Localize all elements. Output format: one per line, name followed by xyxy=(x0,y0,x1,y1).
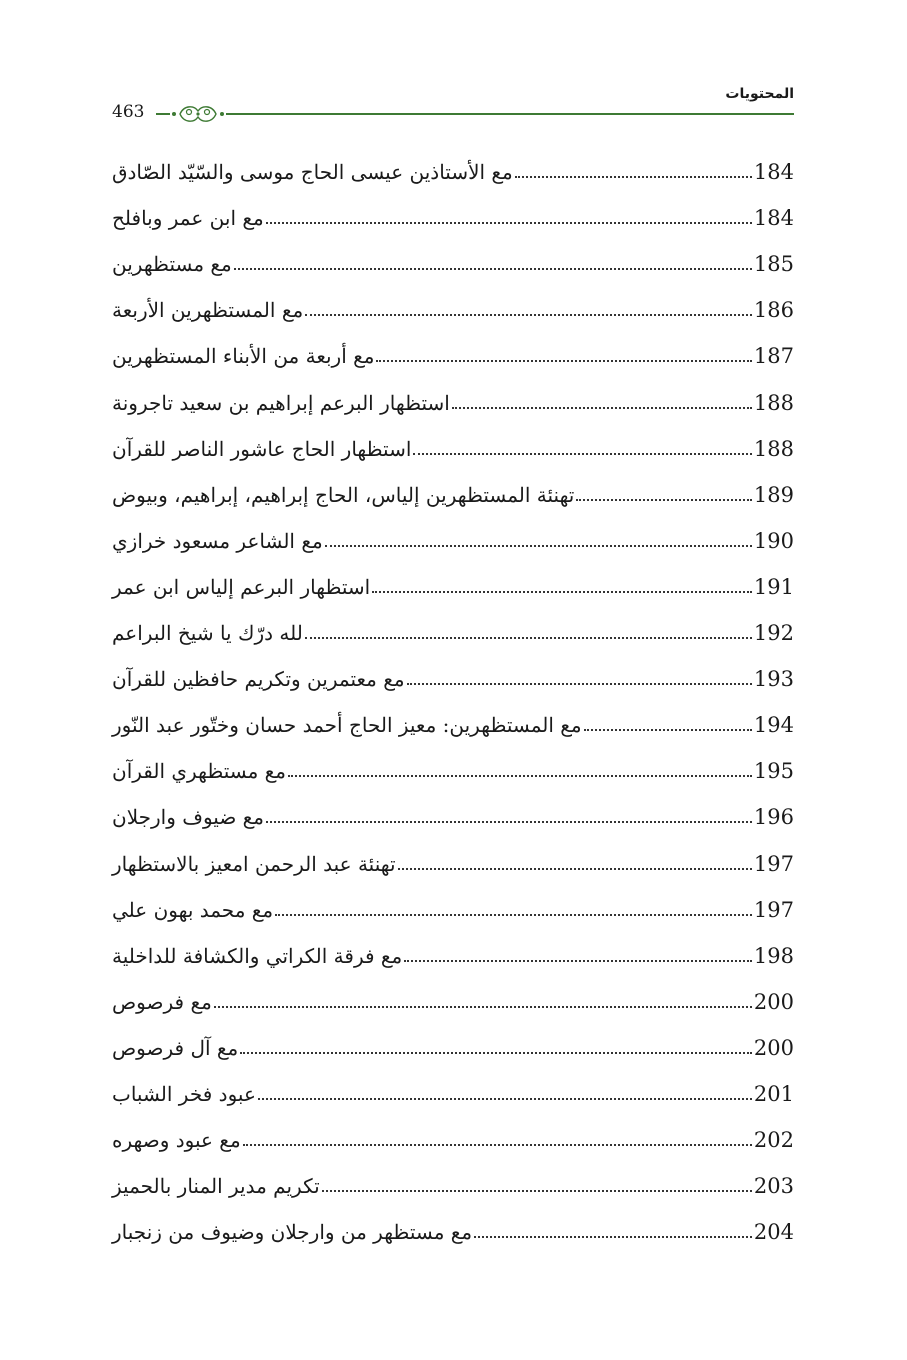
toc-entry-title: مع الأستاذين عيسى الحاج موسى والسّيّد الصّادق xyxy=(112,160,513,185)
toc-entry xyxy=(112,924,794,970)
dot-leader xyxy=(305,314,752,316)
toc-entry-title: استظهار البرعم إبراهيم بن سعيد تاجرونة xyxy=(112,390,450,415)
toc-entry-page: 192 xyxy=(753,621,794,646)
toc-entry xyxy=(112,785,794,831)
toc-entry xyxy=(112,739,794,785)
dot-leader xyxy=(584,729,752,731)
toc-entry xyxy=(112,463,794,509)
toc-entry xyxy=(112,1062,794,1108)
dot-leader xyxy=(305,637,752,639)
dot-leader xyxy=(515,176,752,178)
toc-entry-page: 184 xyxy=(753,160,794,185)
toc-entry-page: 200 xyxy=(753,989,794,1014)
toc-entry-title: مع المستظهرين الأربعة xyxy=(112,298,304,323)
toc-entry-title: مع محمد بهون علي xyxy=(112,897,274,922)
toc-entry-title: مع آل فرصوص xyxy=(112,1035,239,1060)
dot-leader xyxy=(266,821,752,823)
toc-entry-page: 197 xyxy=(753,851,794,876)
toc-entry-title: مع معتمرين وتكريم حافظين للقرآن xyxy=(112,667,405,692)
toc-entry-title: تهنئة المستظهرين إلياس، الحاج إبراهيم، إبراهيم، وبيوض xyxy=(112,482,575,507)
header-rule xyxy=(242,113,794,115)
dot-leader xyxy=(474,1236,752,1238)
dot-leader xyxy=(452,407,752,409)
dot-leader xyxy=(404,960,752,962)
table-of-contents xyxy=(112,140,794,1246)
toc-entry xyxy=(112,555,794,601)
toc-entry-title: تهنئة عبد الرحمن امعيز بالاستظهار xyxy=(112,851,396,876)
toc-entry-page: 188 xyxy=(753,436,794,461)
dot-leader xyxy=(243,1144,752,1146)
toc-entry xyxy=(112,186,794,232)
toc-entry-page: 185 xyxy=(753,252,794,277)
toc-entry-page: 198 xyxy=(753,943,794,968)
toc-entry xyxy=(112,601,794,647)
dot-leader xyxy=(275,914,752,916)
toc-entry-title: مع ابن عمر وبافلح xyxy=(112,206,264,231)
toc-entry xyxy=(112,417,794,463)
toc-entry-title: مع المستظهرين: معيز الحاج أحمد حسان وختّور عبد النّور xyxy=(112,713,582,738)
toc-entry-page: 202 xyxy=(753,1128,794,1153)
toc-entry-page: 195 xyxy=(753,759,794,784)
toc-entry xyxy=(112,324,794,370)
toc-entry-page: 204 xyxy=(753,1220,794,1245)
toc-entry-title: مع مستظهرين xyxy=(112,252,232,277)
toc-entry-title: استظهار الحاج عاشور الناصر للقرآن xyxy=(112,436,412,461)
toc-entry-page: 190 xyxy=(753,528,794,553)
toc-entry-page: 197 xyxy=(753,897,794,922)
toc-entry xyxy=(112,693,794,739)
toc-entry-title: مع فرقة الكراتي والكشافة للداخلية xyxy=(112,943,403,968)
dot-leader xyxy=(576,499,752,501)
toc-entry-page: 189 xyxy=(753,482,794,507)
ornament-icon xyxy=(156,101,246,127)
toc-entry-page: 201 xyxy=(753,1081,794,1106)
toc-entry-page: 186 xyxy=(753,298,794,323)
dot-leader xyxy=(376,360,751,362)
toc-entry xyxy=(112,140,794,186)
dot-leader xyxy=(398,868,752,870)
toc-entry xyxy=(112,647,794,693)
toc-entry-page: 203 xyxy=(753,1174,794,1199)
toc-entry xyxy=(112,509,794,555)
dot-leader xyxy=(325,545,752,547)
toc-entry-page: 188 xyxy=(753,390,794,415)
dot-leader xyxy=(266,222,752,224)
toc-entry xyxy=(112,1200,794,1246)
toc-entry-title: مع ضيوف وارجلان xyxy=(112,805,265,830)
toc-entry-title: مع أربعة من الأبناء المستظهرين xyxy=(112,344,375,369)
toc-entry-title: استظهار البرعم إلياس ابن عمر xyxy=(112,574,371,599)
toc-entry-title: مع الشاعر مسعود خرازي xyxy=(112,528,323,553)
toc-entry-page: 191 xyxy=(753,574,794,599)
toc-entry xyxy=(112,1154,794,1200)
toc-entry-title: مع مستظهري القرآن xyxy=(112,759,287,784)
toc-entry-title: مع عبود وصهره xyxy=(112,1128,241,1153)
toc-entry-title: مع مستظهر من وارجلان وضيوف من زنجبار xyxy=(112,1220,473,1245)
toc-entry xyxy=(112,970,794,1016)
toc-entry xyxy=(112,232,794,278)
page-number: 463 xyxy=(112,102,145,122)
toc-entry-page: 184 xyxy=(753,206,794,231)
toc-entry-title: تكريم مدير المنار بالحميز xyxy=(112,1174,320,1199)
toc-entry-page: 194 xyxy=(753,713,794,738)
toc-entry xyxy=(112,370,794,416)
dot-leader xyxy=(413,453,752,455)
dot-leader xyxy=(372,591,752,593)
dot-leader xyxy=(214,1006,752,1008)
toc-entry-page: 196 xyxy=(753,805,794,830)
toc-entry-page: 193 xyxy=(753,667,794,692)
toc-entry xyxy=(112,278,794,324)
dot-leader xyxy=(322,1190,752,1192)
header-title: المحتويات xyxy=(725,86,794,102)
toc-entry xyxy=(112,1016,794,1062)
page-header xyxy=(112,84,794,124)
toc-entry xyxy=(112,878,794,924)
toc-entry-title: مع فرصوص xyxy=(112,989,212,1014)
dot-leader xyxy=(240,1052,752,1054)
toc-entry-title: عبود فخر الشباب xyxy=(112,1081,256,1106)
toc-entry-page: 187 xyxy=(753,344,794,369)
dot-leader xyxy=(258,1098,752,1100)
toc-entry-title: لله درّك يا شيخ البراعم xyxy=(112,621,303,646)
dot-leader xyxy=(407,683,752,685)
dot-leader xyxy=(288,775,752,777)
dot-leader xyxy=(234,268,752,270)
toc-entry xyxy=(112,831,794,877)
toc-entry xyxy=(112,1108,794,1154)
toc-entry-page: 200 xyxy=(753,1035,794,1060)
